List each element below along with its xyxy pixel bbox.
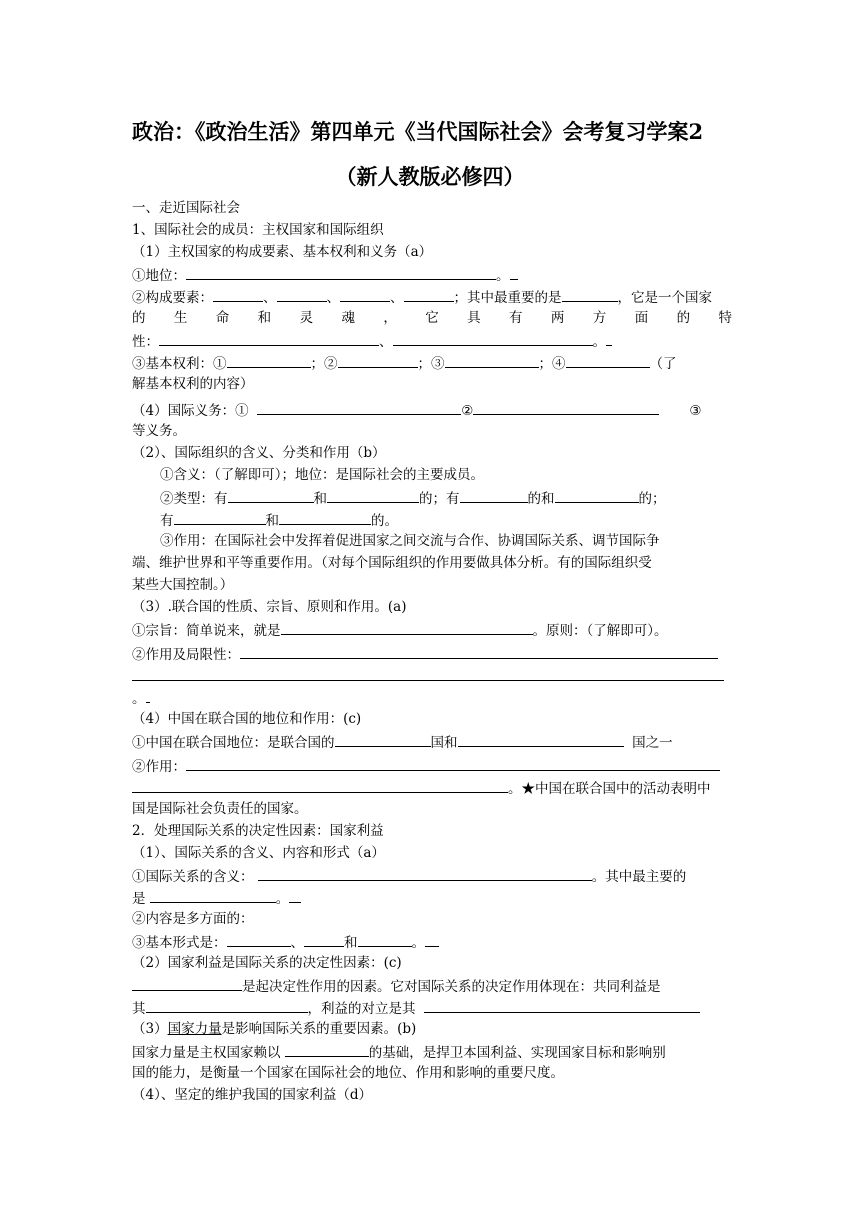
char: 方 [592,310,607,326]
underlined-term: 国家力量 [167,1021,222,1037]
text: 的。 [371,513,398,529]
char: 魂 [341,310,355,326]
blank[interactable] [146,688,150,703]
section-1: 一、走近国际社会 [132,200,240,216]
r3-line2: 国的能力，是衡量一个国家在国际社会的地位、作用和影响的重要尺度。 [132,1065,564,1081]
text: ；④ [538,356,566,372]
blank[interactable] [146,998,308,1013]
q4b-b-line3: 国是国际社会负责任的国家。 [132,801,308,817]
q3-heading: （3）.联合国的性质、宗旨、原则和作用。(a) [132,599,407,615]
blank[interactable] [445,353,539,368]
blank[interactable] [562,287,618,302]
text: 的； [638,491,666,507]
char: 面 [634,310,649,326]
q4b-heading: （4）中国在联合国的地位和作用：(c) [132,711,362,727]
text: 是 [132,891,146,907]
blank[interactable] [240,644,718,659]
q3b-line [132,644,718,664]
text: 是影响国际关系的重要因素。(b) [221,1021,417,1037]
text: ，利益的对立是其 [307,1001,416,1017]
q1b-line3: 性： 、 。 [132,331,612,351]
blank[interactable] [186,265,496,280]
blank[interactable] [335,732,431,747]
blank[interactable] [425,932,439,947]
r1c-line [132,932,439,952]
blank[interactable] [132,976,242,991]
text: 。 [132,691,146,707]
blank[interactable] [281,620,533,635]
blank[interactable] [159,331,379,346]
r2-line2 [132,998,700,1018]
q1c-line2: 解基本权利的内容） [132,376,254,392]
text: ② [461,403,474,419]
q4-line2: 等义务。 [132,423,186,439]
text: 的基础，是捍卫本国利益、实现国家目标和影响别 [368,1045,666,1061]
r1b: ②内容是多方面的： [132,911,254,927]
blank[interactable] [606,331,612,346]
q1a-line [132,265,518,285]
q3a-line [132,620,668,640]
text: 是起决定性作用的因素。它对国际关系的决定作用体现在：共同利益是 [242,979,661,995]
blank[interactable] [340,287,390,302]
r1a-line2 [132,888,301,908]
text: 国之一 [632,735,673,751]
text: ③基本形式是： [132,935,227,951]
q3b-line2 [132,666,724,686]
r2-heading: （2）国家利益是国际关系的决定性因素：(c) [132,955,402,971]
text: ①宗旨：简单说来，就是 [132,623,281,639]
q2b-line2 [160,510,398,530]
text: 性： [132,334,159,350]
q1c-line [132,353,677,373]
text: 和 [313,491,327,507]
text: ①中国在联合国地位：是联合国的 [132,735,335,751]
q3b-line3 [132,688,150,708]
char: 的 [676,310,691,326]
char: 两 [550,310,565,326]
q2-heading: （2）、国际组织的含义、分类和作用（b） [132,445,386,461]
q2b-line [160,488,666,508]
blank[interactable] [393,331,593,346]
blank[interactable] [358,932,412,947]
text: ，它是一个国家 [617,290,712,306]
r1-heading: （1）、国际关系的含义、内容和形式（a） [132,845,385,861]
blank[interactable] [285,1042,369,1057]
char: 具 [467,310,481,326]
q1b-label: ②构成要素： [132,290,213,306]
text: ；其中最重要的是 [453,290,562,306]
blank[interactable] [213,287,263,302]
blank[interactable] [404,287,454,302]
r1a-line [132,866,686,886]
q4b-a-line [132,732,673,752]
r4-heading: （4）、坚定的维护我国的国家利益（d） [132,1087,372,1103]
q2c-line2: 端、维护世界和平等重要作用。（对每个国际组织的作用要做具体分析。有的国际组织受 [132,555,652,571]
blank[interactable] [510,265,518,280]
text: 其 [132,1001,146,1017]
text: （3） [132,1021,168,1037]
blank[interactable] [279,510,371,525]
text: ③基本权利：① [132,356,227,372]
blank[interactable] [257,400,461,415]
blank[interactable] [424,998,700,1013]
text: 、 [290,935,304,951]
text: ②作用： [132,759,186,775]
text: 的；有 [419,491,460,507]
blank[interactable] [132,666,724,681]
char: 它 [425,310,439,326]
r3-heading [132,1020,416,1038]
char: 命 [215,310,230,326]
blank[interactable] [228,488,314,503]
q2c-line3: 某些大国控制。） [132,577,234,593]
title-line1: 政治：《政治生活》第四单元《当代国际社会》会考复习学案2 [132,119,704,144]
blank[interactable] [150,888,276,903]
text: ①国际关系的含义： [132,869,254,885]
text: 和 [344,935,358,951]
text: 。 [275,891,290,907]
text: 国家力量是主权国家赖以 [132,1045,281,1061]
text: ；③ [417,356,445,372]
r3-line1 [132,1042,666,1062]
text: ③ [689,403,702,419]
blank[interactable] [458,732,624,747]
text: 。 [411,935,425,951]
char: 和 [257,310,272,326]
char: 灵 [299,310,314,326]
blank[interactable] [227,932,291,947]
r2-line1 [132,976,661,996]
text: ②作用及局限性： [132,647,240,663]
q4b-b-line [132,756,720,776]
blank[interactable] [338,353,418,368]
q1a-label: ①地位： [132,268,186,284]
char: 生 [173,310,188,326]
text: 和 [265,513,279,529]
blank[interactable] [186,756,720,771]
char: ， [383,310,397,326]
text: 。★中国在联合国中的活动表明中 [508,781,711,797]
text: 的和 [527,491,555,507]
char: 的 [132,310,146,326]
text: （4）国际义务：① [132,403,249,419]
blank[interactable] [258,866,592,881]
char: 有 [509,310,523,326]
q2a: ①含义：（了解即可）；地位：是国际社会的主要成员。 [160,467,484,483]
punct: 。 [496,268,510,284]
blank[interactable] [555,488,639,503]
blank[interactable] [132,778,508,793]
section-1-1: 1、国际社会的成员：主权国家和国际组织 [132,222,384,238]
text: （了 [649,356,677,372]
blank[interactable] [227,353,311,368]
section-2: 2．处理国际关系的决定性因素：国家利益 [132,823,384,839]
text: ；② [310,356,338,372]
blank[interactable] [460,488,528,503]
char: 特 [718,310,732,326]
q1b-line: ②构成要素： 、 、 、 ；其中最重要的是 ，它是一个国家 [132,287,712,307]
blank[interactable] [277,287,327,302]
title-line2: （新人教版必修四） [335,164,525,189]
blank[interactable] [473,400,659,415]
q1-heading: （1）主权国家的构成要素、基本权利和义务（a） [132,244,433,260]
text: ②类型：有 [160,491,228,507]
q2c-line1: ③作用：在国际社会中发挥着促进国家之间交流与合作、协调国际关系、调节国际争 [160,533,660,549]
text: 。原则：（了解即可）。 [532,623,668,639]
text: 国和 [430,735,458,751]
q4-line [132,400,701,420]
blank[interactable] [304,932,344,947]
blank[interactable] [289,888,301,903]
text: 有 [160,513,174,529]
text: 。其中最主要的 [591,869,687,885]
q1b-spread [132,309,732,327]
q4b-b-line2 [132,778,711,798]
blank[interactable] [327,488,419,503]
blank[interactable] [566,353,650,368]
blank[interactable] [174,510,266,525]
